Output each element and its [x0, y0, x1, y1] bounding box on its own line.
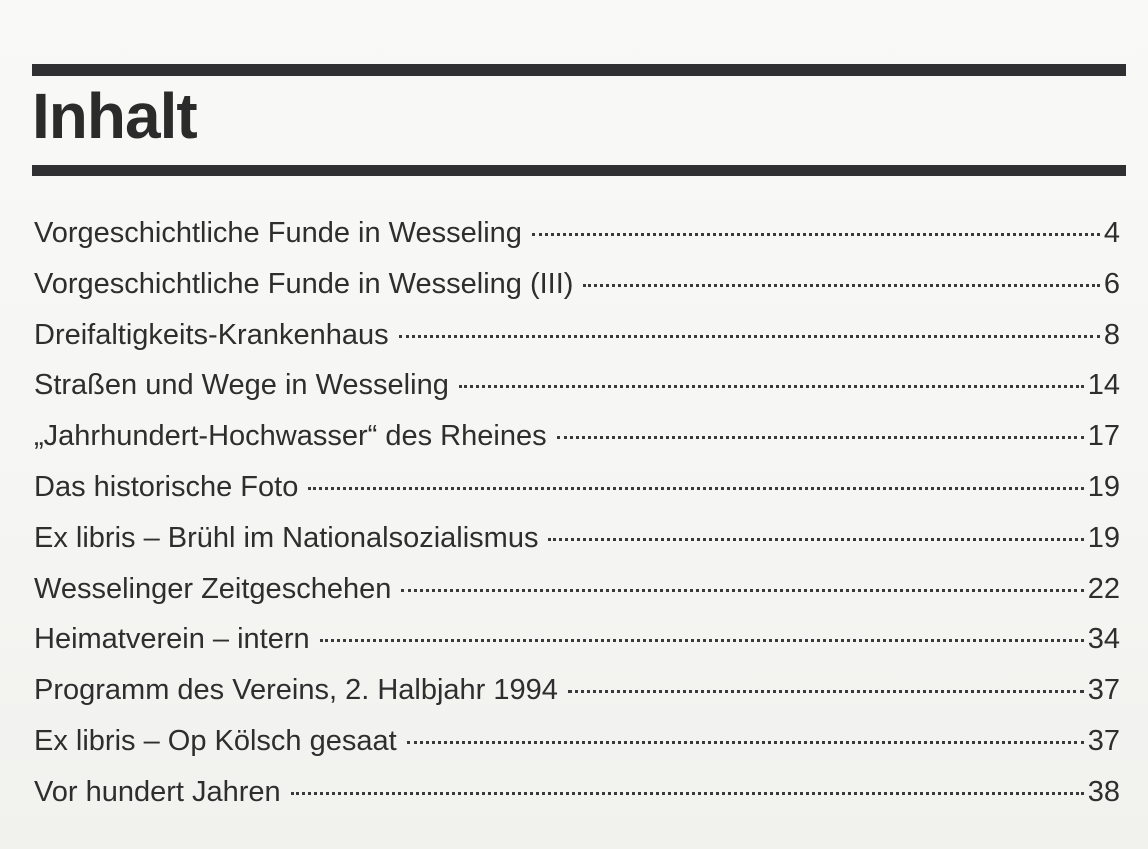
toc-entry-title: Ex libris – Brühl im Nationalsozialismus	[34, 521, 539, 554]
toc-entry-page: 37	[1087, 674, 1120, 707]
dot-leader	[532, 233, 1100, 236]
toc-entry-title: Ex libris – Op Kölsch gesaat	[34, 724, 397, 757]
toc-entry	[34, 259, 1120, 310]
toc-entry-page: 22	[1087, 572, 1120, 605]
dot-leader	[399, 335, 1100, 338]
toc-entry-title: „Jahrhundert-Hochwasser“ des Rheines	[34, 420, 547, 453]
toc-entry	[34, 462, 1120, 513]
toc-entry-title: Straßen und Wege in Wesseling	[34, 369, 449, 402]
toc-entry	[34, 564, 1120, 615]
toc-entry	[34, 767, 1120, 818]
toc-entry	[34, 513, 1120, 564]
toc-entry-page: 6	[1103, 267, 1120, 300]
top-rule	[32, 64, 1126, 76]
toc-entry-page: 19	[1087, 470, 1120, 503]
dot-leader	[308, 487, 1083, 490]
bottom-rule	[32, 165, 1126, 176]
dot-leader	[459, 385, 1084, 388]
toc-entry	[34, 310, 1120, 361]
toc-entry-title: Das historische Foto	[34, 470, 299, 503]
toc-entry-title: Vorgeschichtliche Funde in Wesseling (III)	[34, 267, 574, 300]
toc-entry	[34, 665, 1120, 716]
toc-entry-title: Heimatverein – intern	[34, 623, 310, 656]
dot-leader	[557, 436, 1084, 439]
toc-entry	[34, 360, 1120, 411]
table-of-contents	[34, 208, 1120, 818]
dot-leader	[320, 639, 1084, 642]
dot-leader	[291, 792, 1084, 795]
toc-entry-page: 38	[1087, 775, 1120, 808]
toc-entry-title: Wesselinger Zeitgeschehen	[34, 572, 392, 605]
toc-entry-title: Vor hundert Jahren	[34, 775, 281, 808]
toc-entry-page: 8	[1103, 318, 1120, 351]
dot-leader	[568, 690, 1084, 693]
dot-leader	[548, 538, 1083, 541]
page-title: Inhalt	[32, 80, 197, 152]
toc-entry-title: Dreifaltigkeits-Krankenhaus	[34, 318, 389, 351]
dot-leader	[583, 284, 1099, 287]
toc-entry-page: 34	[1087, 623, 1120, 656]
toc-entry-title: Vorgeschichtliche Funde in Wesseling	[34, 217, 522, 249]
toc-entry	[34, 614, 1120, 665]
dot-leader	[401, 589, 1083, 592]
toc-entry	[34, 208, 1120, 259]
toc-entry	[34, 716, 1120, 767]
toc-entry-page: 17	[1087, 420, 1120, 453]
toc-entry-page: 4	[1103, 217, 1120, 249]
dot-leader	[407, 741, 1084, 744]
toc-entry-page: 19	[1087, 521, 1120, 554]
toc-entry-page: 14	[1087, 369, 1120, 402]
toc-entry	[34, 411, 1120, 462]
toc-entry-title: Programm des Vereins, 2. Halbjahr 1994	[34, 674, 558, 707]
toc-entry-page: 37	[1087, 724, 1120, 757]
